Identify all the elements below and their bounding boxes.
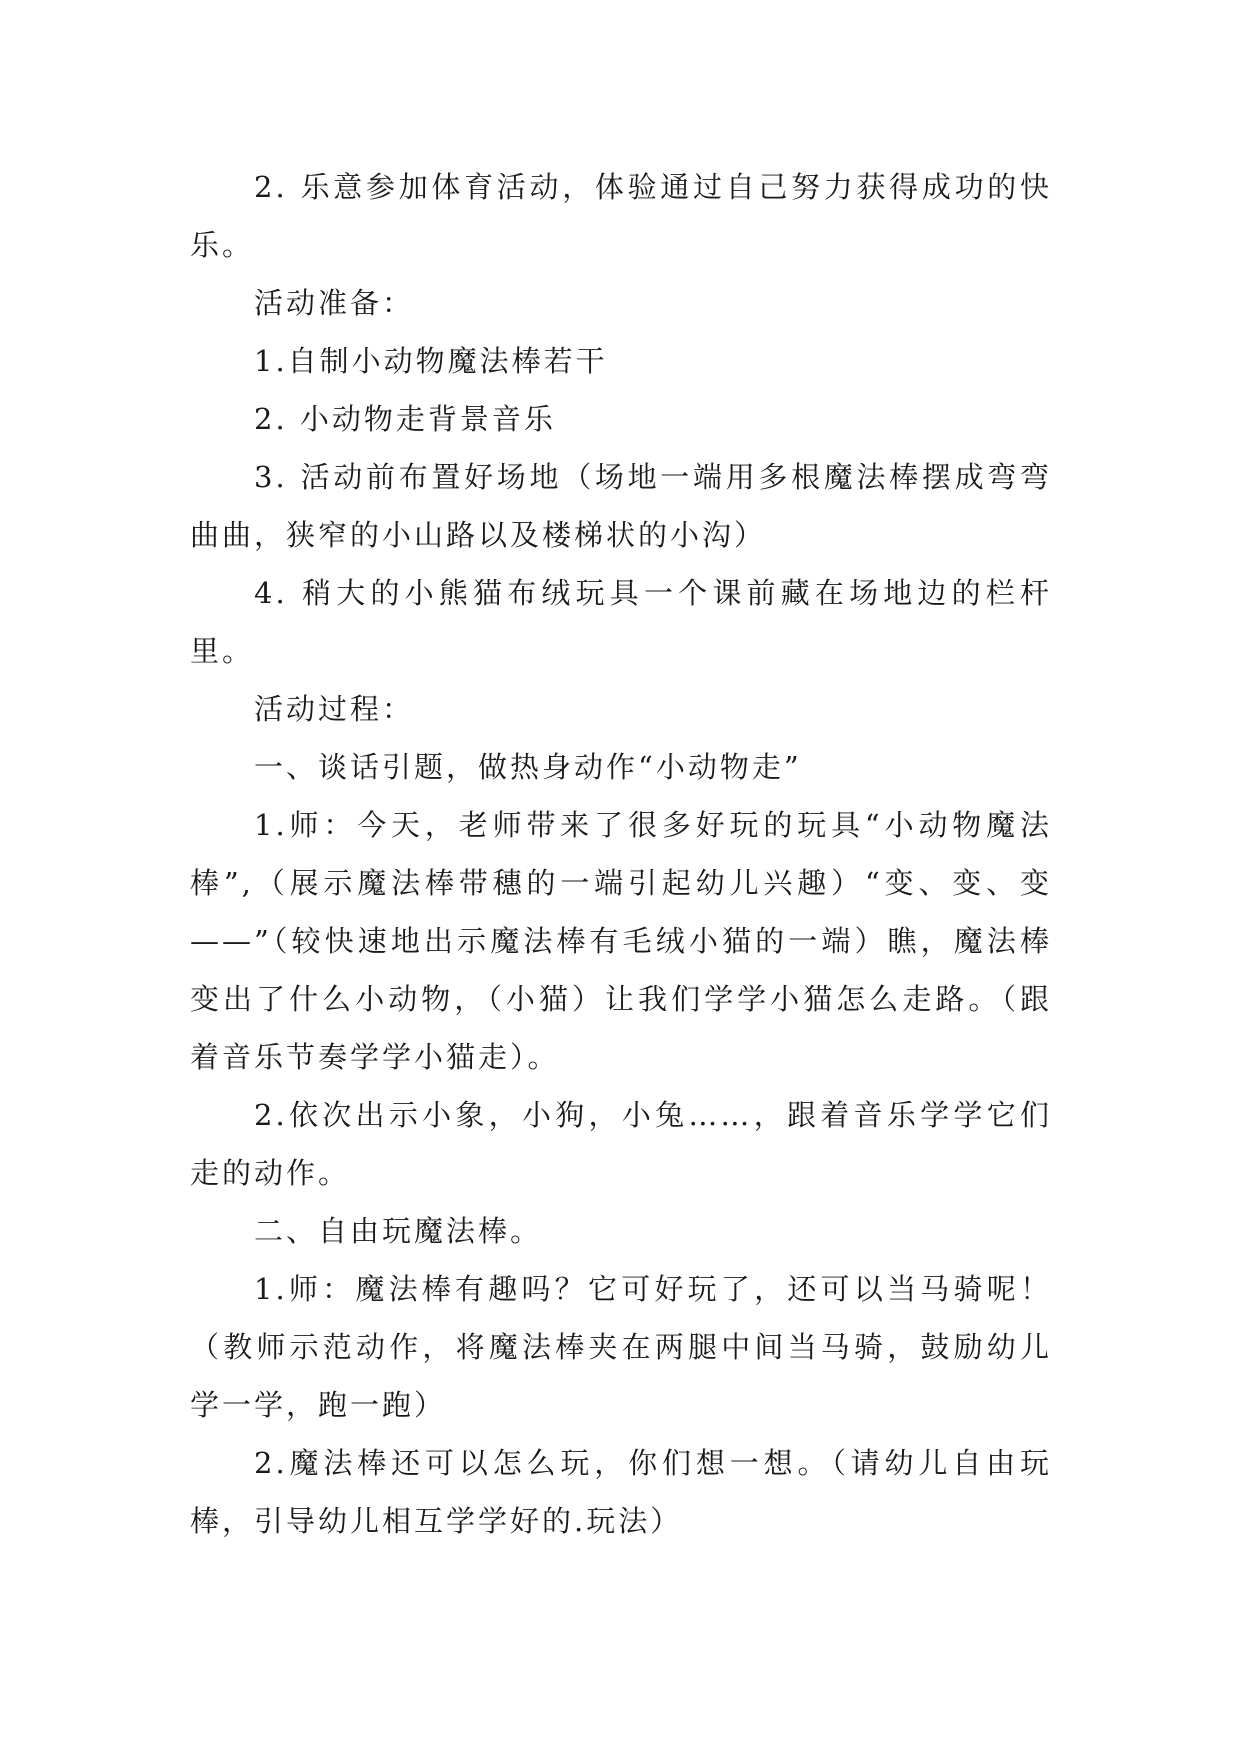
paragraph-preparation-2: 2. 小动物走背景音乐 (254, 402, 556, 436)
paragraph-objective-2: 2. 乐意参加体育活动，体验通过自己努力获得成功的快乐。 (190, 170, 1052, 262)
paragraph-process-2-1: 1.师：魔法棒有趣吗？它可好玩了，还可以当马骑呢！（教师示范动作，将魔法棒夹在两腿中间当马骑，鼓励幼儿学一学，跑一跑） (190, 1272, 1052, 1422)
heading-activity-process: 活动过程： (254, 692, 415, 726)
paragraph-preparation-4: 4. 稍大的小熊猫布绒玩具一个课前藏在场地边的栏杆里。 (190, 576, 1052, 668)
document-body (190, 158, 1052, 1550)
paragraph-process-1-2: 2.依次出示小象，小狗，小兔……，跟着音乐学学它们走的动作。 (190, 1098, 1052, 1190)
heading-activity-preparation: 活动准备： (254, 286, 415, 320)
section-heading-1: 一、谈话引题，做热身动作“小动物走” (254, 750, 802, 784)
paragraph-process-1-1: 1.师：今天，老师带来了很多好玩的玩具“小动物魔法棒”,（展示魔法棒带穗的一端引起幼儿兴趣）“变、变、变——”（较快速地出示魔法棒有毛绒小猫的一端）瞧，魔法棒变出了什么小动物，（小猫）让我们学学小猫怎么走路。（跟着音乐节奏学学小猫走）。 (190, 808, 1052, 1074)
paragraph-process-2-2: 2.魔法棒还可以怎么玩，你们想一想。（请幼儿自由玩棒，引导幼儿相互学学好的.玩法） (190, 1446, 1052, 1538)
section-heading-2: 二、自由玩魔法棒。 (254, 1214, 543, 1248)
paragraph-preparation-3: 3. 活动前布置好场地（场地一端用多根魔法棒摆成弯弯曲曲，狭窄的小山路以及楼梯状的小沟） (190, 460, 1052, 552)
paragraph-preparation-1: 1.自制小动物魔法棒若干 (254, 344, 608, 378)
